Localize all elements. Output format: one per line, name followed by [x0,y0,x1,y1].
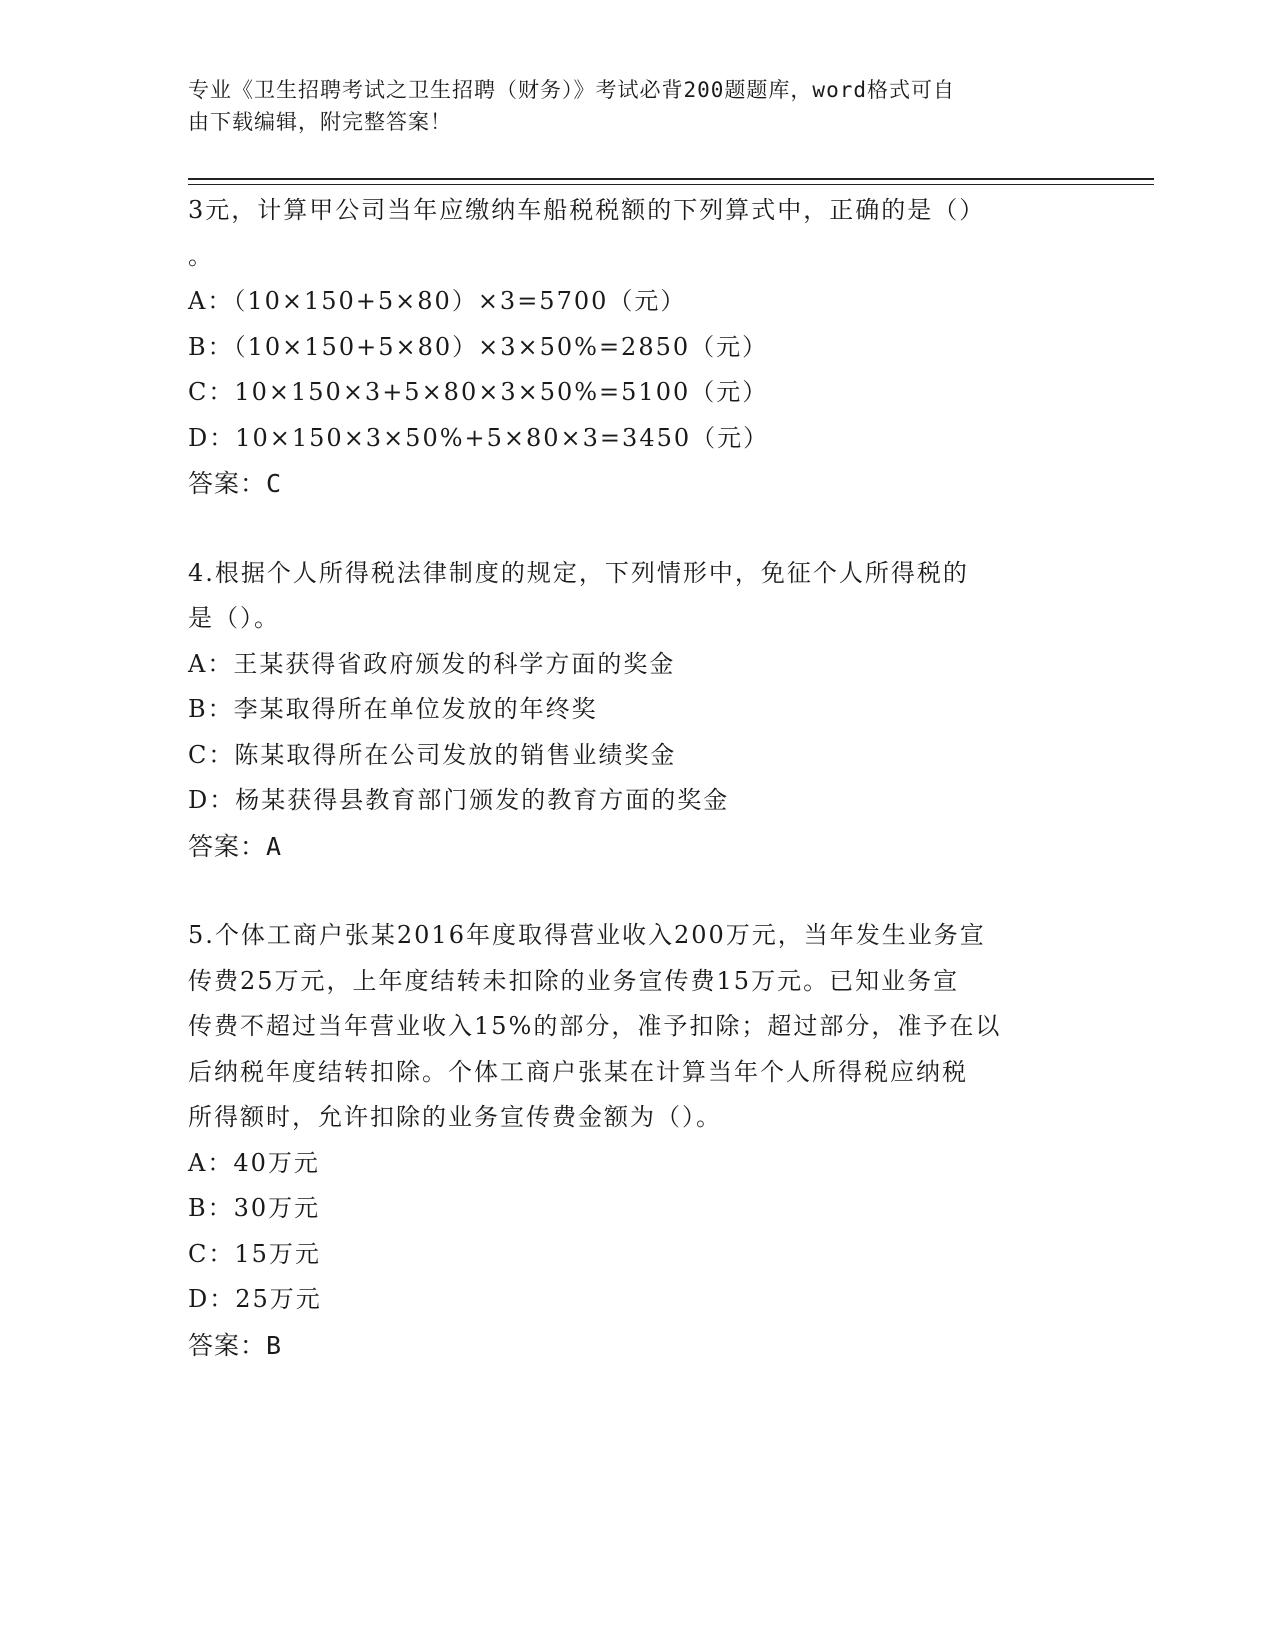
answer-line: 答案：A [188,831,283,861]
option-a: A：王某获得省政府颁发的科学方面的奖金 [188,649,676,678]
option-d: D：25万元 [188,1285,322,1313]
question-stem-line: 4.根据个人所得税法律制度的规定，下列情形中，免征个人所得税的 [188,558,969,587]
answer-line: 答案：C [188,469,283,498]
question-stem-line: 传费不超过当年营业收入15%的部分，准予扣除；超过部分，准予在以 [188,1012,1002,1040]
option-a: A：40万元 [188,1148,320,1177]
question-4 [188,551,1088,870]
header-divider-thin [188,184,1154,185]
question-stem-line: 所得额时，允许扣除的业务宣传费金额为（）。 [188,1103,722,1131]
option-b: B：李某取得所在单位发放的年终奖 [188,695,598,723]
option-b: B：（10×150+5×80）×3×50%=2850（元） [188,332,769,361]
question-stem-line: 3元，计算甲公司当年应缴纳车船税税额的下列算式中，正确的是（） [188,196,986,224]
question-stem-line: 后纳税年度结转扣除。个体工商户张某在计算当年个人所得税应纳税 [188,1057,968,1086]
question-stem-line: 5.个体工商户张某2016年度取得营业收入200万元，当年发生业务宣 [188,921,986,949]
question-stem-line: 传费25万元，上年度结转未扣除的业务宣传费15万元。已知业务宣 [188,966,960,995]
question-spacer [188,507,1088,551]
option-b: B：30万元 [188,1194,321,1222]
option-d: D：杨某获得县教育部门颁发的教育方面的奖金 [188,786,730,814]
document-header [188,74,1088,138]
header-divider-thick [188,178,1154,180]
option-d: D：10×150×3×50%+5×80×3=3450（元） [188,423,770,452]
header-line-2: 由下载编辑，附完整答案！ [188,110,452,134]
option-a: A：（10×150+5×80）×3=5700（元） [188,287,687,315]
option-c: C：陈某取得所在公司发放的销售业绩奖金 [188,740,677,769]
document-body [188,188,1088,1368]
question-3 [188,188,1088,507]
question-stem-line: 是（）。 [188,604,280,632]
question-stem-line: 。 [188,241,214,270]
answer-line: 答案：B [188,1330,283,1360]
option-c: C：15万元 [188,1239,321,1268]
question-spacer [188,869,1088,913]
header-line-1: 专业《卫生招聘考试之卫生招聘（财务）》考试必背200题题库，word格式可自 [188,78,955,102]
question-5 [188,913,1088,1368]
option-c: C：10×150×3+5×80×3×50%=5100（元） [188,378,769,406]
